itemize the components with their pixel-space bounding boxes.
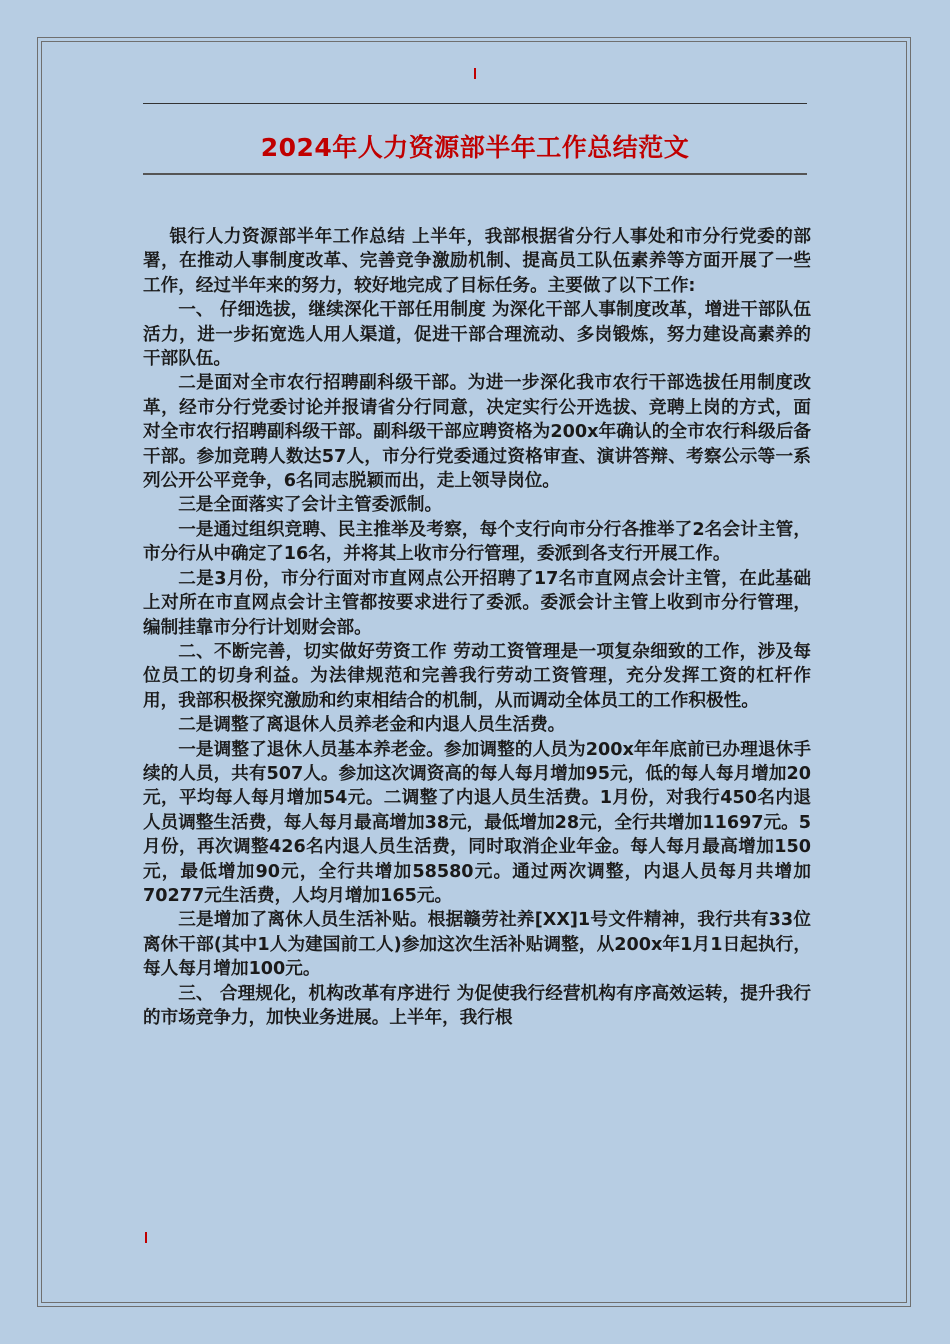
paragraph-intro: 银行人力资源部半年工作总结 上半年，我部根据省分行人事处和市分行党委的部署，在推动人事制度改革、完善竞争激励机制、提高员工队伍素养等方面开展了一些工作，经过半年来的努力，较好地完成了目标任务。主要做了以下工作:	[143, 227, 811, 296]
paragraph-section-3: 三、 合理规化，机构改革有序进行 为促使我行经营机构有序高效运转，提升我行的市场竞争力，加快业务进展。上半年，我行根	[143, 983, 811, 1028]
paragraph-accounting-1: 一是通过组织竞聘、民主推举及考察，每个支行向市分行各推举了2名会计主管，市分行从中确定了16名，并将其上收市分行管理，委派到各支行开展工作。	[143, 519, 811, 565]
document-title: 2024年人力资源部半年工作总结范文	[260, 133, 690, 162]
paragraph-recruit: 二是面对全市农行招聘副科级干部。为进一步深化我市农行干部选拔任用制度改革，经市分行党委讨论并报请省分行同意，决定实行公开选拔、竞聘上岗的方式，面对全市农行招聘副科级干部。副科级干部应聘资格为200x年确认的全市农行科级后备干部。参加竞聘人数达57人，市分行党委通过资格审查、演讲答辩、考察公示等一系列公开公平竞争，6名同志脱颖而出，走上领导岗位。	[143, 373, 811, 492]
header-rule	[143, 103, 807, 104]
paragraph-accounting-2: 二是3月份，市分行面对市直网点公开招聘了17名市直网点会计主管，在此基础上对所在市直网点会计主管都按要求进行了委派。委派会计主管上收到市分行管理，编制挂靠市分行计划财会部。	[143, 568, 811, 638]
title-rule	[143, 173, 807, 175]
paragraph-pension-heading: 二是调整了离退休人员养老金和内退人员生活费。	[178, 715, 566, 736]
paragraph-accounting-heading: 三是全面落实了会计主管委派制。	[178, 495, 443, 516]
header-cursor-mark	[474, 68, 476, 79]
document-body	[143, 225, 811, 1030]
footer-cursor-mark	[145, 1232, 147, 1243]
paragraph-section-2: 二、不断完善，切实做好劳资工作 劳动工资管理是一项复杂细致的工作，涉及每位员工的切身利益。为法律规范和完善我行劳动工资管理，充分发挥工资的杠杆作用，我部积极探究激励和约束相结合的机制，从而调动全体员工的工作积极性。	[143, 641, 811, 711]
paragraph-pension-detail: 一是调整了退休人员基本养老金。参加调整的人员为200x年年底前已办理退休手续的人员，共有507人。参加这次调资高的每人每月增加95元，低的每人每月增加20元，平均每人每月增加54元。二调整了内退人员生活费。1月份，对我行450名内退人员调整生活费，每人每月最高增加38元，最低增加28元，全行共增加11697元。5月份，再次调整426名内退人员生活费，同时取消企业年金。每人每月最高增加150元，最低增加90元，全行共增加58580元。通过两次调整，内退人员每月共增加70277元生活费，人均月增加165元。	[143, 739, 811, 906]
paragraph-allowance: 三是增加了离休人员生活补贴。根据赣劳社养[XX]1号文件精神，我行共有33位离休干部(其中1人为建国前工人)参加这次生活补贴调整，从200x年1月1日起执行，每人每月增加100元。	[143, 910, 811, 980]
paragraph-section-1: 一、 仔细选拔，继续深化干部任用制度 为深化干部人事制度改革，增进干部队伍活力，进一步拓宽选人用人渠道，促进干部合理流动、多岗锻炼，努力建设高素养的干部队伍。	[143, 300, 811, 370]
